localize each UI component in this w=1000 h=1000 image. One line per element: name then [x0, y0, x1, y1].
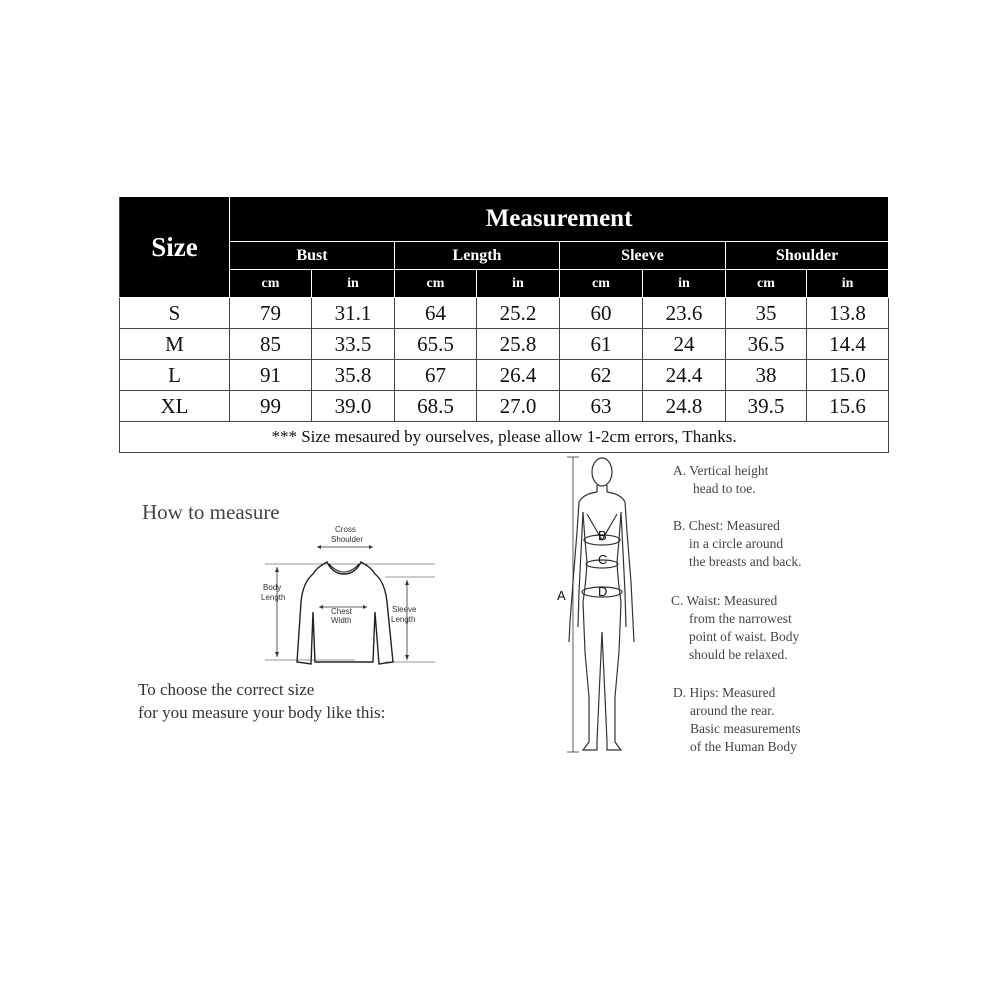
sleeve-length-label: Length: [391, 615, 416, 624]
value-cell: 15.0: [807, 360, 889, 391]
description-line: D. Hips: Measured: [673, 685, 776, 700]
sleeve-length-label: Sleeve: [392, 605, 417, 614]
body-length-label: Body: [263, 583, 282, 592]
value-cell: 24.8: [643, 391, 726, 422]
value-cell: 91: [230, 360, 312, 391]
size-note: *** Size mesaured by ourselves, please allow 1-2cm errors, Thanks.: [120, 422, 889, 453]
unit-header: in: [643, 270, 726, 298]
table-row: [120, 360, 889, 391]
value-cell: 27.0: [477, 391, 560, 422]
shoulder-header: Shoulder: [726, 242, 889, 270]
description-line: from the narrowest: [689, 611, 792, 626]
size-column-header: Size: [120, 197, 230, 298]
table-row: [120, 329, 889, 360]
choose-size-instructions: [138, 678, 385, 724]
value-cell: 99: [230, 391, 312, 422]
unit-header: cm: [230, 270, 312, 298]
chest-width-label: Width: [331, 616, 352, 625]
value-cell: 64: [395, 298, 477, 329]
description-line: A. Vertical height: [673, 463, 769, 478]
body-length-label: Length: [261, 593, 286, 602]
value-cell: 25.8: [477, 329, 560, 360]
value-cell: 24: [643, 329, 726, 360]
value-cell: 61: [560, 329, 643, 360]
how-to-measure-title: How to measure: [142, 500, 280, 524]
description-line: head to toe.: [693, 481, 756, 496]
value-cell: 26.4: [477, 360, 560, 391]
bust-header: Bust: [230, 242, 395, 270]
unit-header: in: [807, 270, 889, 298]
length-header: Length: [395, 242, 560, 270]
size-cell: S: [120, 298, 230, 329]
value-cell: 14.4: [807, 329, 889, 360]
human-body-figure-icon: [553, 452, 653, 757]
value-cell: 36.5: [726, 329, 807, 360]
value-cell: 24.4: [643, 360, 726, 391]
cross-shoulder-label: Shoulder: [331, 535, 364, 544]
garment-measure-diagram-icon: [255, 522, 435, 672]
description-line: the breasts and back.: [689, 554, 802, 569]
value-cell: 31.1: [312, 298, 395, 329]
value-cell: 67: [395, 360, 477, 391]
description-line: of the Human Body: [690, 739, 797, 754]
description-line: C. Waist: Measured: [671, 593, 778, 608]
value-cell: 25.2: [477, 298, 560, 329]
figure-label-d: D: [598, 584, 608, 599]
value-cell: 38: [726, 360, 807, 391]
value-cell: 68.5: [395, 391, 477, 422]
value-cell: 65.5: [395, 329, 477, 360]
value-cell: 15.6: [807, 391, 889, 422]
cross-shoulder-label: Cross: [335, 525, 356, 534]
figure-label-a: A: [557, 588, 566, 603]
value-cell: 85: [230, 329, 312, 360]
unit-header: cm: [560, 270, 643, 298]
value-cell: 63: [560, 391, 643, 422]
unit-header: in: [312, 270, 395, 298]
value-cell: 23.6: [643, 298, 726, 329]
description-line: B. Chest: Measured: [673, 518, 780, 533]
unit-header: in: [477, 270, 560, 298]
description-line: around the rear.: [690, 703, 775, 718]
value-cell: 33.5: [312, 329, 395, 360]
size-chart-table: [119, 196, 889, 453]
description-line: should be relaxed.: [689, 647, 788, 662]
choose-line: To choose the correct size: [138, 680, 315, 699]
description-line: in a circle around: [689, 536, 784, 551]
value-cell: 39.0: [312, 391, 395, 422]
description-b: [673, 517, 801, 571]
measurement-header: Measurement: [230, 197, 889, 242]
table-row: [120, 298, 889, 329]
value-cell: 62: [560, 360, 643, 391]
unit-header: cm: [395, 270, 477, 298]
sleeve-header: Sleeve: [560, 242, 726, 270]
description-c: [671, 592, 799, 664]
choose-line: for you measure your body like this:: [138, 703, 386, 722]
size-cell: L: [120, 360, 230, 391]
figure-label-b: B: [598, 528, 607, 543]
figure-label-c: C: [598, 552, 608, 567]
value-cell: 79: [230, 298, 312, 329]
value-cell: 39.5: [726, 391, 807, 422]
value-cell: 13.8: [807, 298, 889, 329]
value-cell: 60: [560, 298, 643, 329]
description-line: point of waist. Body: [689, 629, 800, 644]
size-cell: M: [120, 329, 230, 360]
size-cell: XL: [120, 391, 230, 422]
value-cell: 35.8: [312, 360, 395, 391]
chest-width-label: Chest: [331, 607, 352, 616]
description-line: Basic measurements: [690, 721, 801, 736]
description-d: [673, 684, 801, 756]
description-a: [673, 462, 768, 498]
value-cell: 35: [726, 298, 807, 329]
unit-header: cm: [726, 270, 807, 298]
table-row: [120, 391, 889, 422]
